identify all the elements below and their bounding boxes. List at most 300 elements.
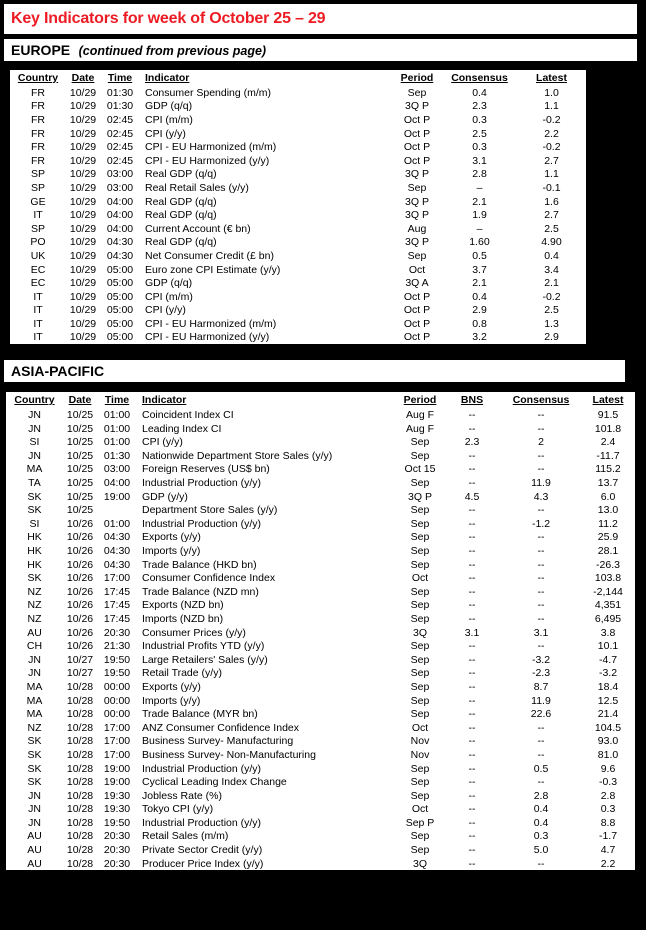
cell: Oct P	[403, 141, 431, 154]
cell: Oct	[411, 572, 429, 585]
cell: 10/26	[66, 531, 94, 544]
cell: 02:45	[106, 154, 134, 167]
cell: HK	[27, 545, 42, 558]
cell: 21:30	[103, 640, 131, 653]
cell: 9.6	[600, 762, 616, 775]
cell: 05:00	[106, 277, 134, 290]
cell: 04:30	[106, 249, 134, 262]
cell: JN	[28, 449, 41, 462]
table-row	[10, 208, 586, 222]
cell: 04:30	[106, 236, 134, 249]
cell: 10/29	[69, 290, 97, 303]
cell: 10/29	[69, 263, 97, 276]
cell: 10/28	[66, 721, 94, 734]
cell: -0.2	[542, 290, 561, 303]
cell: 01:30	[103, 449, 131, 462]
cell: 17:00	[103, 748, 131, 761]
cell: Consumer Confidence Index	[142, 572, 276, 585]
cell: 0.3	[533, 830, 549, 843]
table-row	[6, 544, 635, 558]
cell: 3.8	[600, 626, 616, 639]
cell: FR	[31, 141, 45, 154]
column-header: Time	[104, 394, 130, 407]
cell: Business Survey- Manufacturing	[142, 735, 294, 748]
cell: 19:30	[103, 803, 131, 816]
cell: Current Account (€ bn)	[145, 222, 251, 235]
cell: --	[468, 708, 476, 721]
cell: 10/25	[66, 490, 94, 503]
cell: 3Q P	[405, 236, 429, 249]
table-row	[10, 113, 586, 127]
cell: NZ	[27, 721, 42, 734]
cell: JN	[28, 667, 41, 680]
cell: --	[537, 558, 545, 571]
cell: FR	[31, 100, 45, 113]
cell: Sep	[410, 762, 430, 775]
cell: 0.3	[600, 803, 616, 816]
cell: 10/25	[66, 463, 94, 476]
cell: Sep	[407, 181, 427, 194]
table-row	[6, 721, 635, 735]
cell: GDP (q/q)	[145, 277, 193, 290]
cell: 8.7	[533, 680, 549, 693]
cell: Exports (y/y)	[142, 680, 201, 693]
cell: --	[468, 531, 476, 544]
table-row	[6, 476, 635, 490]
cell: NZ	[27, 612, 42, 625]
cell: NZ	[27, 585, 42, 598]
cell: 18.4	[597, 680, 619, 693]
table-row	[10, 100, 586, 114]
cell: 2.7	[544, 209, 559, 222]
cell: 10/26	[66, 640, 94, 653]
cell: FR	[31, 127, 45, 140]
cell: 05:00	[106, 290, 134, 303]
table-row	[10, 86, 586, 100]
cell: Industrial Production (y/y)	[142, 477, 262, 490]
cell: 2.2	[600, 857, 616, 870]
cell: -4.7	[598, 653, 618, 666]
asia-table	[6, 392, 635, 870]
table-row	[10, 249, 586, 263]
cell: 19:30	[103, 789, 131, 802]
cell: --	[537, 409, 545, 422]
cell: GDP (y/y)	[142, 490, 188, 503]
cell: --	[468, 762, 476, 775]
cell: 05:00	[106, 304, 134, 317]
cell: Sep	[410, 585, 430, 598]
cell: SK	[27, 504, 42, 517]
cell: Oct	[408, 263, 426, 276]
cell: 04:30	[103, 531, 131, 544]
cell: CPI - EU Harmonized (m/m)	[145, 141, 277, 154]
cell: JN	[28, 409, 41, 422]
column-header: Latest	[592, 394, 624, 407]
cell: Sep	[410, 558, 430, 571]
cell: 19:50	[103, 667, 131, 680]
cell: SK	[27, 490, 42, 503]
cell: 3Q P	[405, 168, 429, 181]
cell: --	[537, 599, 545, 612]
cell: 10/29	[69, 249, 97, 262]
cell: --	[468, 694, 476, 707]
cell: 3Q P	[405, 209, 429, 222]
cell: Sep	[410, 612, 430, 625]
cell: 10/26	[66, 585, 94, 598]
cell: AU	[27, 857, 42, 870]
cell: 10/27	[66, 667, 94, 680]
cell: HK	[27, 558, 42, 571]
cell: 1.3	[544, 317, 559, 330]
cell: 00:00	[103, 680, 131, 693]
cell: --	[468, 640, 476, 653]
cell: Oct P	[403, 331, 431, 344]
cell: 1.1	[544, 100, 559, 113]
table-row	[6, 816, 635, 830]
cell: Sep	[410, 477, 430, 490]
column-header: Indicator	[145, 72, 190, 84]
cell: 2.1	[472, 277, 487, 290]
table-row	[6, 857, 635, 871]
cell: 2.7	[544, 154, 559, 167]
cell: 0.4	[472, 86, 487, 99]
cell: 04:30	[103, 558, 131, 571]
cell: Real GDP (q/q)	[145, 168, 217, 181]
cell: Real Retail Sales (y/y)	[145, 181, 249, 194]
column-header: Latest	[536, 72, 567, 84]
cell: 17:45	[103, 585, 131, 598]
cell: Real GDP (q/q)	[145, 195, 217, 208]
table-row	[6, 517, 635, 531]
cell: Exports (NZD bn)	[142, 599, 224, 612]
cell: IT	[33, 209, 43, 222]
cell: 10/29	[69, 331, 97, 344]
cell: -0.3	[598, 776, 618, 789]
cell: Industrial Profits YTD (y/y)	[142, 640, 265, 653]
cell: Net Consumer Credit (£ bn)	[145, 249, 274, 262]
table-row	[6, 775, 635, 789]
cell: --	[468, 504, 476, 517]
cell: Aug	[407, 222, 427, 235]
table-row	[10, 317, 586, 331]
table-row	[6, 422, 635, 436]
cell: --	[468, 585, 476, 598]
cell: 103.8	[594, 572, 622, 585]
table-row	[10, 181, 586, 195]
cell: IT	[33, 331, 43, 344]
cell: Sep	[407, 249, 427, 262]
cell: Large Retailers' Sales (y/y)	[142, 653, 268, 666]
table-row	[10, 222, 586, 236]
cell: HK	[27, 531, 42, 544]
cell: --	[537, 422, 545, 435]
table-row	[6, 694, 635, 708]
cell: 01:00	[103, 436, 131, 449]
table-row	[10, 168, 586, 182]
cell: 10/25	[66, 422, 94, 435]
cell: 19:50	[103, 653, 131, 666]
cell: 17:45	[103, 599, 131, 612]
column-header: Period	[400, 72, 434, 84]
cell: 10/28	[66, 708, 94, 721]
cell: Sep	[410, 667, 430, 680]
cell: AU	[27, 626, 42, 639]
cell: -2.3	[531, 667, 551, 680]
cell: Sep	[410, 599, 430, 612]
cell: JN	[28, 816, 41, 829]
cell: SK	[27, 748, 42, 761]
cell: -3.2	[598, 667, 618, 680]
cell: 0.4	[544, 249, 559, 262]
table-row	[6, 748, 635, 762]
cell: Tokyo CPI (y/y)	[142, 803, 214, 816]
cell: 20:30	[103, 830, 131, 843]
cell: 3Q P	[408, 490, 432, 503]
cell: --	[537, 721, 545, 734]
cell: MA	[26, 463, 43, 476]
cell: 03:00	[103, 463, 131, 476]
cell: 0.4	[533, 816, 549, 829]
cell: 2.8	[600, 789, 616, 802]
cell: 10/29	[69, 222, 97, 235]
cell: 0.3	[472, 113, 487, 126]
cell: --	[468, 545, 476, 558]
cell: Industrial Production (y/y)	[142, 517, 262, 530]
cell: 10/27	[66, 653, 94, 666]
cell: Oct P	[403, 113, 431, 126]
column-header: Indicator	[142, 394, 187, 407]
cell: 2.8	[533, 789, 549, 802]
cell: --	[468, 789, 476, 802]
column-header: Time	[107, 72, 133, 84]
table-row	[6, 653, 635, 667]
table-row	[6, 408, 635, 422]
cell: Exports (y/y)	[142, 531, 201, 544]
table-row	[6, 599, 635, 613]
cell: -0.2	[542, 141, 561, 154]
cell: Oct P	[403, 290, 431, 303]
cell: 93.0	[597, 735, 619, 748]
cell: Nationwide Department Store Sales (y/y)	[142, 449, 333, 462]
cell: 10.1	[597, 640, 619, 653]
cell: 17:00	[103, 721, 131, 734]
cell: Oct P	[403, 127, 431, 140]
cell: JN	[28, 789, 41, 802]
table-row	[10, 331, 586, 345]
cell: 10/26	[66, 626, 94, 639]
cell: 10/25	[66, 436, 94, 449]
cell: Oct	[411, 721, 429, 734]
asia-table-container	[4, 390, 637, 872]
table-row	[10, 127, 586, 141]
cell: --	[468, 680, 476, 693]
cell: 19:00	[103, 776, 131, 789]
cell: 20:30	[103, 626, 131, 639]
cell: 1.6	[544, 195, 559, 208]
cell: 2.9	[544, 331, 559, 344]
cell: Aug F	[405, 422, 434, 435]
table-row	[6, 449, 635, 463]
cell: Retail Sales (m/m)	[142, 830, 229, 843]
cell: –	[476, 222, 483, 235]
cell: 01:00	[103, 422, 131, 435]
cell: Sep	[410, 830, 430, 843]
cell: CPI - EU Harmonized (m/m)	[145, 317, 277, 330]
cell: 13.0	[597, 504, 619, 517]
cell: 6.0	[600, 490, 616, 503]
cell: 104.5	[594, 721, 622, 734]
cell: 00:00	[103, 708, 131, 721]
cell: Sep P	[405, 816, 435, 829]
cell: Nov	[410, 735, 430, 748]
title-bar	[4, 4, 637, 39]
cell: --	[468, 776, 476, 789]
cell: -26.3	[596, 558, 620, 571]
cell: -11.7	[596, 449, 620, 462]
cell: IT	[33, 290, 43, 303]
cell: 01:00	[103, 409, 131, 422]
table-row	[6, 639, 635, 653]
cell: PO	[30, 236, 46, 249]
cell: 3Q P	[405, 100, 429, 113]
cell: 04:00	[103, 477, 131, 490]
cell: --	[468, 612, 476, 625]
cell: --	[537, 748, 545, 761]
cell: 2.1	[472, 195, 487, 208]
cell: 10/29	[69, 141, 97, 154]
cell: Private Sector Credit (y/y)	[142, 844, 263, 857]
column-header: Country	[17, 72, 59, 84]
cell: 3.1	[533, 626, 549, 639]
cell: Oct P	[403, 317, 431, 330]
cell: UK	[30, 249, 46, 262]
cell: –	[476, 181, 483, 194]
cell: 0.8	[472, 317, 487, 330]
cell: 03:00	[106, 168, 134, 181]
cell: 11.9	[531, 477, 551, 490]
cell: Oct 15	[404, 463, 436, 476]
cell: --	[468, 517, 476, 530]
cell: AU	[27, 844, 42, 857]
cell: FR	[31, 86, 45, 99]
cell: --	[537, 504, 545, 517]
cell: 3Q	[412, 857, 427, 870]
cell: GE	[30, 195, 46, 208]
cell: 19:00	[103, 490, 131, 503]
section-header-europe	[4, 39, 637, 65]
cell: 10/26	[66, 572, 94, 585]
cell: ANZ Consumer Confidence Index	[142, 721, 299, 734]
cell: 10/28	[66, 816, 94, 829]
cell: -2,144	[593, 585, 623, 598]
cell: 3Q A	[405, 277, 429, 290]
cell: 10/25	[66, 409, 94, 422]
cell: 01:00	[103, 517, 131, 530]
cell: 02:45	[106, 141, 134, 154]
table-row	[6, 667, 635, 681]
cell: SK	[27, 572, 42, 585]
cell: IT	[33, 304, 43, 317]
table-row	[6, 571, 635, 585]
table-row	[6, 707, 635, 721]
cell: 28.1	[597, 545, 619, 558]
cell: 11.2	[598, 517, 618, 530]
cell: Sep	[410, 640, 430, 653]
cell: Department Store Sales (y/y)	[142, 504, 278, 517]
cell: 04:00	[106, 195, 134, 208]
cell: 13.7	[597, 477, 619, 490]
column-header: BNS	[460, 394, 484, 407]
cell: --	[537, 531, 545, 544]
cell: Consumer Prices (y/y)	[142, 626, 246, 639]
cell: --	[537, 640, 545, 653]
cell: Sep	[410, 436, 430, 449]
cell: Trade Balance (HKD bn)	[142, 558, 257, 571]
page-title: Key Indicators for week of October 25 – 29	[11, 10, 326, 27]
column-header: Period	[403, 394, 437, 407]
cell: 05:00	[106, 263, 134, 276]
cell: --	[537, 585, 545, 598]
cell: 2.4	[600, 436, 616, 449]
cell: 10/29	[69, 317, 97, 330]
cell: Oct P	[403, 154, 431, 167]
asia-header-row	[6, 392, 635, 408]
cell: Real GDP (q/q)	[145, 209, 217, 222]
cell: CPI (m/m)	[145, 113, 193, 126]
cell: 10/29	[69, 181, 97, 194]
cell: 3.2	[472, 331, 487, 344]
europe-table-container	[8, 68, 588, 346]
table-row	[10, 276, 586, 290]
cell: CH	[26, 640, 43, 653]
cell: CPI (y/y)	[145, 127, 186, 140]
cell: Nov	[410, 748, 430, 761]
cell: EC	[30, 263, 46, 276]
cell: --	[468, 558, 476, 571]
cell: Euro zone CPI Estimate (y/y)	[145, 263, 281, 276]
cell: 2.1	[544, 277, 559, 290]
cell: Sep	[410, 531, 430, 544]
cell: 10/29	[69, 113, 97, 126]
cell: SI	[29, 436, 40, 449]
cell: -0.1	[542, 181, 561, 194]
cell: --	[537, 612, 545, 625]
cell: --	[468, 803, 476, 816]
cell: SP	[30, 222, 45, 235]
cell: --	[468, 748, 476, 761]
table-row	[6, 531, 635, 545]
cell: IT	[33, 317, 43, 330]
cell: 10/29	[69, 168, 97, 181]
cell: 81.0	[597, 748, 619, 761]
cell: 10/29	[69, 100, 97, 113]
cell: Imports (y/y)	[142, 694, 201, 707]
cell: 2.5	[544, 222, 559, 235]
cell: 17:45	[103, 612, 131, 625]
table-row	[6, 762, 635, 776]
cell: --	[468, 477, 476, 490]
cell: 10/29	[69, 304, 97, 317]
cell: Oct	[411, 803, 429, 816]
cell: --	[468, 463, 476, 476]
cell: Sep	[410, 545, 430, 558]
table-row	[10, 195, 586, 209]
cell: 17:00	[103, 735, 131, 748]
cell: 5.0	[533, 844, 549, 857]
cell: 00:00	[103, 694, 131, 707]
cell: Industrial Production (y/y)	[142, 816, 262, 829]
cell: 10/28	[66, 735, 94, 748]
